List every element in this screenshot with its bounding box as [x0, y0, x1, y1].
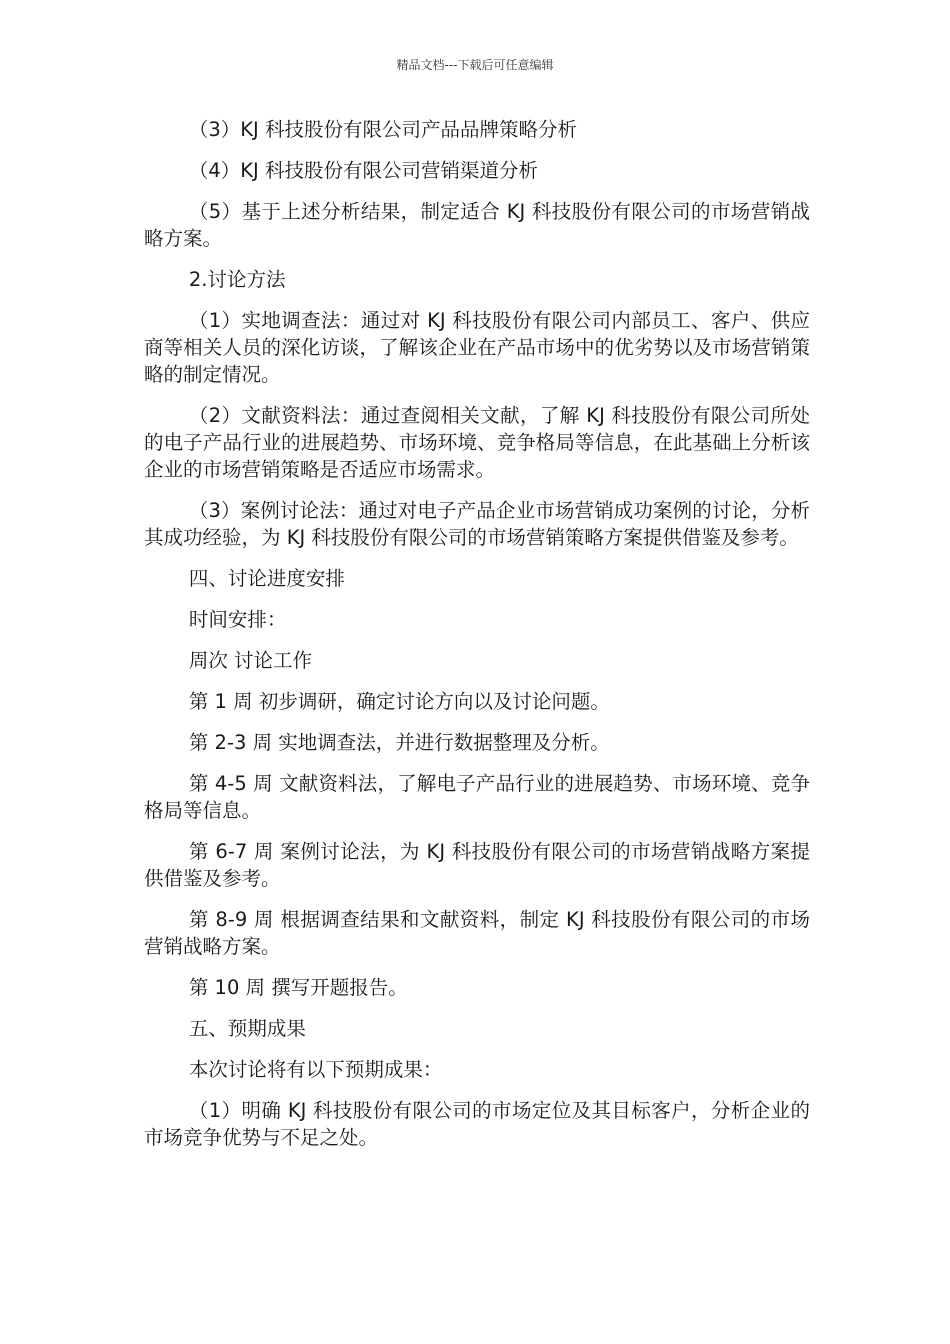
paragraph-channel-analysis: （4）KJ 科技股份有限公司营销渠道分析	[188, 159, 538, 182]
paragraph-strategy-plan: （5）基于上述分析结果，制定适合 KJ 科技股份有限公司的市场营销战略方案。	[144, 200, 810, 250]
schedule-week-2-3: 第 2-3 周 实地调查法，并进行数据整理及分析。	[188, 731, 610, 754]
paragraph-outcome-1: （1）明确 KJ 科技股份有限公司的市场定位及其目标客户，分析企业的市场竞争优势与不足之处。	[144, 1099, 810, 1149]
paragraph-brand-strategy: （3）KJ 科技股份有限公司产品品牌策略分析	[188, 118, 577, 141]
paragraph-literature: （2）文献资料法：通过查阅相关文献，了解 KJ 科技股份有限公司所处的电子产品行业的进展趋势、市场环境、竞争格局等信息，在此基础上分析该企业的市场营销策略是否适应市场需求。	[144, 404, 810, 481]
document-body	[144, 116, 810, 1165]
paragraph-case-study: （3）案例讨论法：通过对电子产品企业市场营销成功案例的讨论，分析其成功经验，为 KJ 科技股份有限公司的市场营销策略方案提供借鉴及参考。	[144, 499, 810, 549]
schedule-week-6-7: 第 6-7 周 案例讨论法，为 KJ 科技股份有限公司的市场营销战略方案提供借鉴及参考。	[144, 840, 810, 890]
page-header: 精品文档---下载后可任意编辑	[396, 58, 554, 72]
section-heading-schedule: 四、讨论进度安排	[188, 567, 345, 590]
paragraph-field-survey: （1）实地调查法：通过对 KJ 科技股份有限公司内部员工、客户、供应商等相关人员的深化访谈，了解该企业在产品市场中的优劣势以及市场营销策略的制定情况。	[144, 309, 810, 386]
paragraph-outcomes-intro: 本次讨论将有以下预期成果：	[188, 1058, 443, 1081]
schedule-week-8-9: 第 8-9 周 根据调查结果和文献资料，制定 KJ 科技股份有限公司的市场营销战略方案。	[144, 908, 810, 958]
section-heading-methods: 2.讨论方法	[188, 268, 286, 291]
paragraph-time-arrangement: 时间安排：	[188, 608, 287, 631]
schedule-header-row: 周次 讨论工作	[188, 649, 313, 672]
section-heading-outcomes: 五、预期成果	[188, 1017, 306, 1040]
schedule-week-1: 第 1 周 初步调研，确定讨论方向以及讨论问题。	[188, 690, 610, 713]
schedule-week-10: 第 10 周 撰写开题报告。	[188, 976, 408, 999]
schedule-week-4-5: 第 4-5 周 文献资料法，了解电子产品行业的进展趋势、市场环境、竞争格局等信息。	[144, 772, 810, 822]
